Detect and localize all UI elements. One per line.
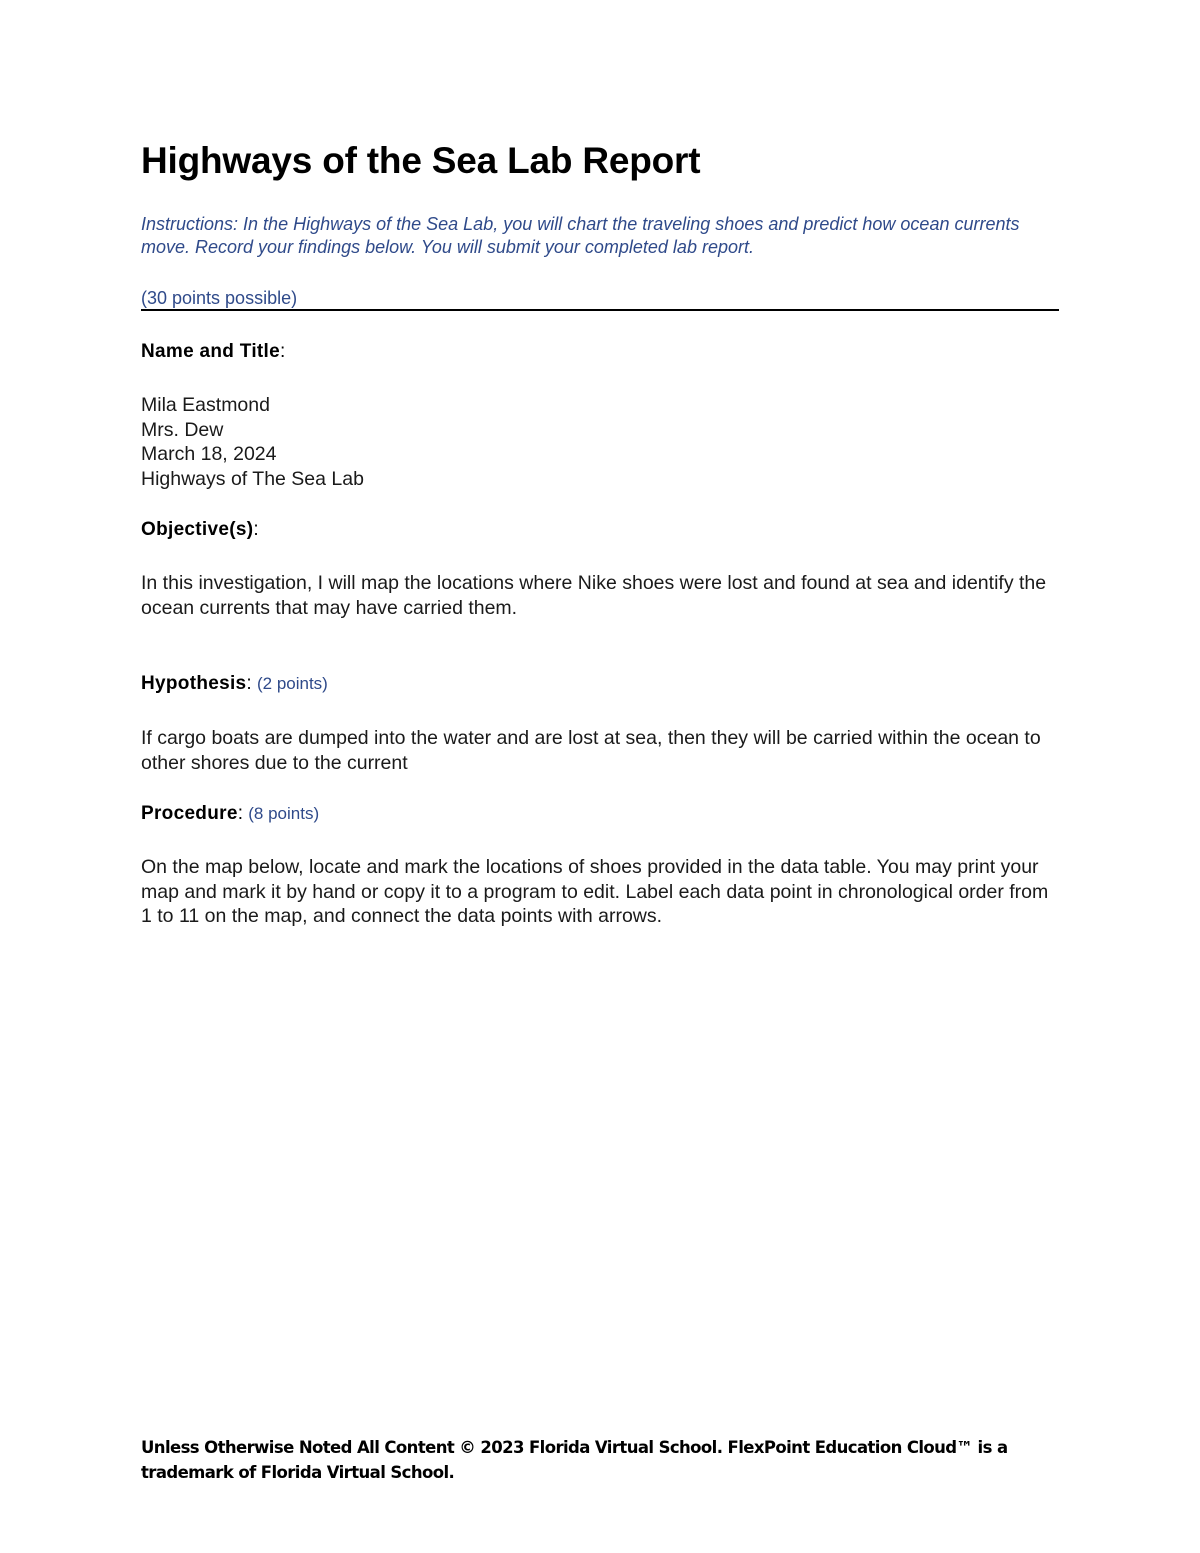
teacher-name: Mrs. Dew bbox=[141, 418, 224, 441]
report-date: March 18, 2024 bbox=[141, 443, 277, 465]
procedure-label: Procedure bbox=[141, 803, 238, 824]
name-title-block bbox=[141, 393, 1059, 491]
name-title-heading bbox=[141, 341, 285, 363]
objective-heading bbox=[141, 519, 259, 541]
procedure-colon: : bbox=[237, 803, 243, 824]
copyright-footer: Unless Otherwise Noted All Content © 2023 Florida Virtual School. FlexPoint Education Cloud™ is a trademark of Florida Virtual School. bbox=[141, 1438, 1008, 1482]
document-page bbox=[141, 0, 1059, 1553]
hypothesis-points: (2 points) bbox=[256, 674, 328, 693]
objective-label: Objective(s) bbox=[141, 519, 254, 540]
hypothesis-heading bbox=[141, 673, 328, 695]
lab-title: Highways of The Sea Lab bbox=[141, 467, 364, 490]
hypothesis-colon: : bbox=[246, 673, 252, 694]
name-title-colon: : bbox=[280, 341, 286, 362]
procedure-points: (8 points) bbox=[248, 804, 320, 823]
section-divider bbox=[141, 309, 1059, 311]
hypothesis-label: Hypothesis bbox=[141, 673, 247, 694]
student-name: Mila Eastmond bbox=[141, 394, 270, 416]
instructions-text: Instructions: In the Highways of the Sea Lab, you will chart the traveling shoes and predict how ocean currents move. Record your findings below. You will submit your completed lab report. bbox=[141, 214, 1020, 257]
objective-text: In this investigation, I will map the locations where Nike shoes were lost and found at sea and identify the ocean currents that may have carried them. bbox=[141, 572, 1047, 619]
name-title-label: Name and Title bbox=[141, 341, 280, 362]
points-possible: (30 points possible) bbox=[141, 288, 298, 308]
procedure-text: On the map below, locate and mark the locations of shoes provided in the data table. You may print your map and mark it by hand or copy it to a program to edit. Label each data point in chronological order from 1 to 11 on the map, and connect the data points with arrows. bbox=[141, 856, 1049, 927]
page-title: Highways of the Sea Lab Report bbox=[141, 140, 701, 181]
objective-colon: : bbox=[253, 519, 259, 540]
hypothesis-text: If cargo boats are dumped into the water and are lost at sea, then they will be carried within the ocean to other shores due to the current bbox=[141, 727, 1041, 774]
procedure-heading bbox=[141, 803, 319, 825]
